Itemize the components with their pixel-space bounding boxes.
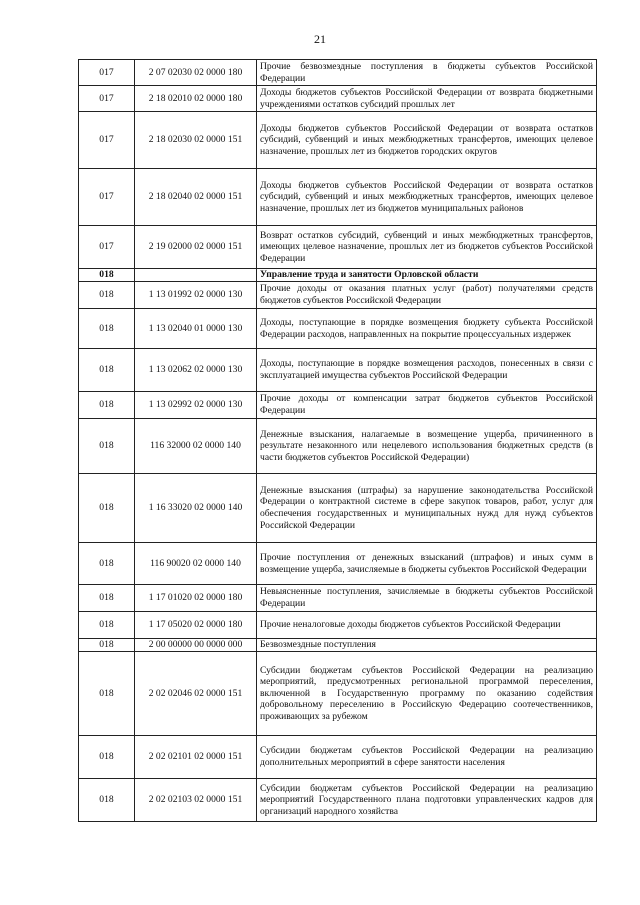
admin-code-cell: 018: [79, 419, 135, 474]
department-title: Управление труда и занятости Орловской области: [257, 269, 597, 282]
admin-code-cell: 018: [79, 392, 135, 419]
revenue-name-cell: Возврат остатков субсидий, субвенций и иных межбюджетных трансфертов, имеющих целевое назначение, прошлых лет из бюджетов субъектов Российской Федерации: [257, 226, 597, 269]
revenue-name-cell: Доходы, поступающие в порядке возмещения бюджету субъекта Российской Федерации расходов, направленных на покрытие процессуальных издержек: [257, 309, 597, 349]
table-row: [79, 169, 597, 226]
revenue-code-cell: 2 02 02101 02 0000 151: [135, 736, 257, 779]
revenue-name-cell: Доходы бюджетов субъектов Российской Федерации от возврата остатков субсидий, субвенций и иных межбюджетных трансфертов, имеющих целевое назначение, прошлых лет из бюджетов муниципальных районов: [257, 169, 597, 226]
admin-code-cell: 018: [79, 309, 135, 349]
admin-code-cell: 018: [79, 269, 135, 282]
revenue-name-cell: Субсидии бюджетам субъектов Российской Федерации на реализацию мероприятий Государственного плана подготовки управленческих кадров для организаций народного хозяйства: [257, 779, 597, 822]
revenue-code-cell: 1 13 02062 02 0000 130: [135, 349, 257, 392]
revenue-name-cell: Доходы, поступающие в порядке возмещения расходов, понесенных в связи с эксплуатацией имущества субъектов Российской Федерации: [257, 349, 597, 392]
revenue-name-cell: Прочие поступления от денежных взысканий (штрафов) и иных сумм в возмещение ущерба, зачисляемые в бюджеты субъектов Российской Федерации: [257, 543, 597, 585]
revenue-code-cell: 2 02 02046 02 0000 151: [135, 652, 257, 736]
revenue-code-cell: 1 13 02040 01 0000 130: [135, 309, 257, 349]
revenue-code-cell: 1 16 33020 02 0000 140: [135, 474, 257, 543]
table-row: [79, 474, 597, 543]
revenue-name-cell: Субсидии бюджетам субъектов Российской Федерации на реализацию дополнительных мероприятий в сфере занятости населения: [257, 736, 597, 779]
table-row: [79, 392, 597, 419]
table-row: [79, 60, 597, 86]
revenue-codes-table: [78, 59, 597, 822]
admin-code-cell: 018: [79, 474, 135, 543]
admin-code-cell: 017: [79, 226, 135, 269]
admin-code-cell: 018: [79, 585, 135, 612]
revenue-name-cell: Прочие безвозмездные поступления в бюджеты субъектов Российской Федерации: [257, 60, 597, 86]
admin-code-cell: 018: [79, 639, 135, 652]
table-row: [79, 612, 597, 639]
admin-code-cell: 018: [79, 543, 135, 585]
revenue-name-cell: Невыясненные поступления, зачисляемые в бюджеты субъектов Российской Федерации: [257, 585, 597, 612]
revenue-code-cell: 1 13 02992 02 0000 130: [135, 392, 257, 419]
admin-code-cell: 018: [79, 779, 135, 822]
revenue-code-cell: [135, 269, 257, 282]
revenue-code-cell: 2 19 02000 02 0000 151: [135, 226, 257, 269]
revenue-code-cell: 116 90020 02 0000 140: [135, 543, 257, 585]
revenue-code-cell: 2 18 02010 02 0000 180: [135, 86, 257, 112]
revenue-name-cell: Доходы бюджетов субъектов Российской Федерации от возврата бюджетными учреждениями остатков субсидий прошлых лет: [257, 86, 597, 112]
revenue-name-cell: Прочие доходы от компенсации затрат бюджетов субъектов Российской Федерации: [257, 392, 597, 419]
revenue-name-cell: Доходы бюджетов субъектов Российской Федерации от возврата остатков субсидий, субвенций и иных межбюджетных трансфертов, имеющих целевое назначение, прошлых лет из бюджетов городских округов: [257, 112, 597, 169]
revenue-name-cell: Субсидии бюджетам субъектов Российской Федерации на реализацию мероприятий, предусмотренных региональной программой переселения, включенной в Государственную программу по оказанию содействия добровольному переселению в Российскую Федерацию соотечественников, проживающих за рубежом: [257, 652, 597, 736]
table-row: [79, 86, 597, 112]
revenue-code-cell: 1 17 01020 02 0000 180: [135, 585, 257, 612]
revenue-name-cell: Денежные взыскания (штрафы) за нарушение законодательства Российской Федерации о контрактной системе в сфере закупок товаров, работ, услуг для обеспечения государственных и муниципальных нужд для нужд субъектов Российской Федерации: [257, 474, 597, 543]
table-row: [79, 112, 597, 169]
table-row: [79, 226, 597, 269]
table-row: [79, 543, 597, 585]
admin-code-cell: 017: [79, 60, 135, 86]
revenue-code-cell: 2 18 02040 02 0000 151: [135, 169, 257, 226]
revenue-code-cell: 1 13 01992 02 0000 130: [135, 282, 257, 309]
revenue-code-cell: 2 02 02103 02 0000 151: [135, 779, 257, 822]
admin-code-cell: 018: [79, 282, 135, 309]
table-row: [79, 639, 597, 652]
revenue-code-cell: 116 32000 02 0000 140: [135, 419, 257, 474]
page-number: 21: [314, 32, 326, 46]
admin-code-cell: 017: [79, 169, 135, 226]
revenue-code-cell: 2 00 00000 00 0000 000: [135, 639, 257, 652]
revenue-name-cell: Безвозмездные поступления: [257, 639, 597, 652]
admin-code-cell: 017: [79, 86, 135, 112]
revenue-name-cell: Прочие доходы от оказания платных услуг (работ) получателями средств бюджетов субъектов Российской Федерации: [257, 282, 597, 309]
table-row: [79, 349, 597, 392]
revenue-name-cell: Прочие неналоговые доходы бюджетов субъектов Российской Федерации: [257, 612, 597, 639]
table-row: [79, 419, 597, 474]
admin-code-cell: 018: [79, 349, 135, 392]
revenue-name-cell: Денежные взыскания, налагаемые в возмещение ущерба, причиненного в результате незаконного или нецелевого использования бюджетных средств (в части бюджетов субъектов Российской Федерации): [257, 419, 597, 474]
revenue-code-cell: 2 07 02030 02 0000 180: [135, 60, 257, 86]
admin-code-cell: 018: [79, 612, 135, 639]
revenue-code-cell: 1 17 05020 02 0000 180: [135, 612, 257, 639]
section-heading-row: [79, 269, 597, 282]
table-row: [79, 736, 597, 779]
revenue-code-cell: 2 18 02030 02 0000 151: [135, 112, 257, 169]
table-row: [79, 282, 597, 309]
admin-code-cell: 017: [79, 112, 135, 169]
table-row: [79, 779, 597, 822]
admin-code-cell: 018: [79, 736, 135, 779]
table-row: [79, 585, 597, 612]
table-row: [79, 652, 597, 736]
table-body: [79, 60, 597, 822]
table-row: [79, 309, 597, 349]
admin-code-cell: 018: [79, 652, 135, 736]
